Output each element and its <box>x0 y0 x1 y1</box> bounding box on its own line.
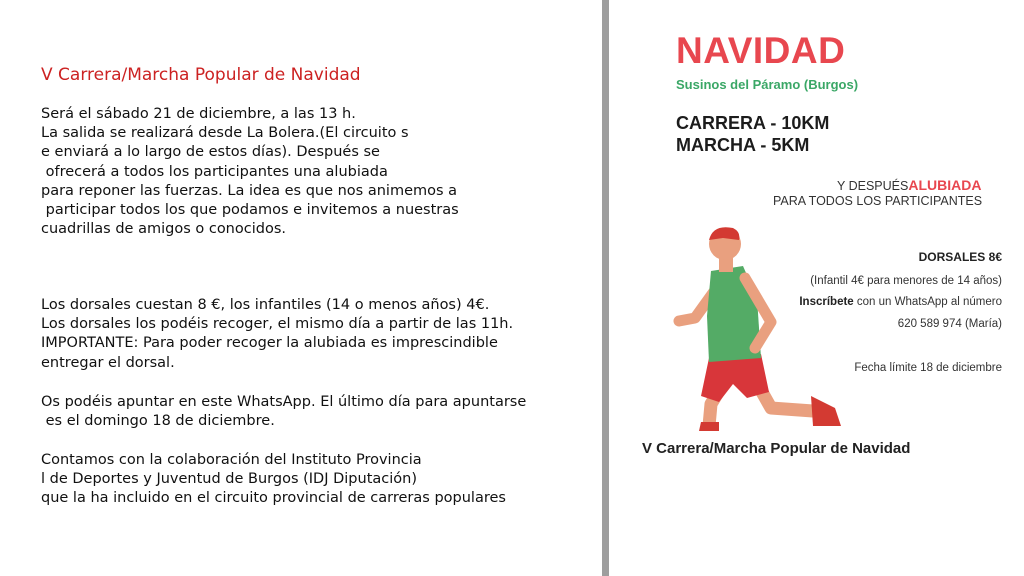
inscribete-line <box>799 296 1002 308</box>
inscribete-rest: con un WhatsApp al número <box>853 296 1002 308</box>
paragraph-whatsapp: Os podéis apuntar en este WhatsApp. El último día para apuntarse es el domingo 18 de diciembre. <box>41 394 527 430</box>
paragraph-collaboration: Contamos con la colaboración del Instituto Provincia l de Deportes y Juventud de Burgos (IDJ Diputación) que la ha incluido en el circuito provincial de carreras populares <box>41 452 506 507</box>
inscribete-bold: Inscríbete <box>799 296 854 308</box>
race-distance-marcha: MARCHA - 5KM <box>676 135 810 155</box>
alubiada-line <box>837 177 981 193</box>
poster-location: Susinos del Páramo (Burgos) <box>676 77 859 92</box>
alubiada-highlight: ALUBIADA <box>908 177 982 193</box>
alubiada-subline: PARA TODOS LOS PARTICIPANTES <box>773 194 983 208</box>
dorsales-price: DORSALES 8€ <box>918 250 1002 264</box>
article-title: V Carrera/Marcha Popular de Navidad <box>41 65 361 85</box>
paragraph-dorsales: Los dorsales cuestan 8 €, los infantiles (14 o menos años) 4€. Los dorsales los podéis recoger, el mismo día a partir de las 11h. IMPORTANTE: Para poder recoger la alubiada es imprescindible entregar el dorsal. <box>41 297 514 371</box>
runner-front-shoe <box>811 396 841 426</box>
poster-headline: NAVIDAD <box>676 30 846 71</box>
infantil-price: (Infantil 4€ para menores de 14 años) <box>810 275 1002 287</box>
runner-back-shoe <box>699 422 719 431</box>
alubiada-prefix: Y DESPUÉS <box>837 179 909 193</box>
runner-illustration <box>673 226 853 431</box>
deadline-text: Fecha límite 18 de diciembre <box>854 362 1002 374</box>
race-distance-carrera: CARRERA - 10KM <box>676 113 830 133</box>
poster-caption: V Carrera/Marcha Popular de Navidad <box>642 440 911 457</box>
panel-divider <box>602 0 609 576</box>
poster-distances <box>676 112 829 156</box>
poster-panel <box>609 0 1024 576</box>
contact-phone: 620 589 974 (María) <box>897 318 1002 330</box>
runner-hair <box>709 227 739 240</box>
paragraph-event-details: Será el sábado 21 de diciembre, a las 13 h. La salida se realizará desde La Bolera.(El circuito s e enviará a lo largo de estos días). Después se ofrecerá a todos los participantes una alubiada para reponer las fuerzas. La idea es que nos animemos a participar todos los que podamos e invitemos a nuestras cuadrillas de amigos o conocidos. <box>41 106 459 238</box>
